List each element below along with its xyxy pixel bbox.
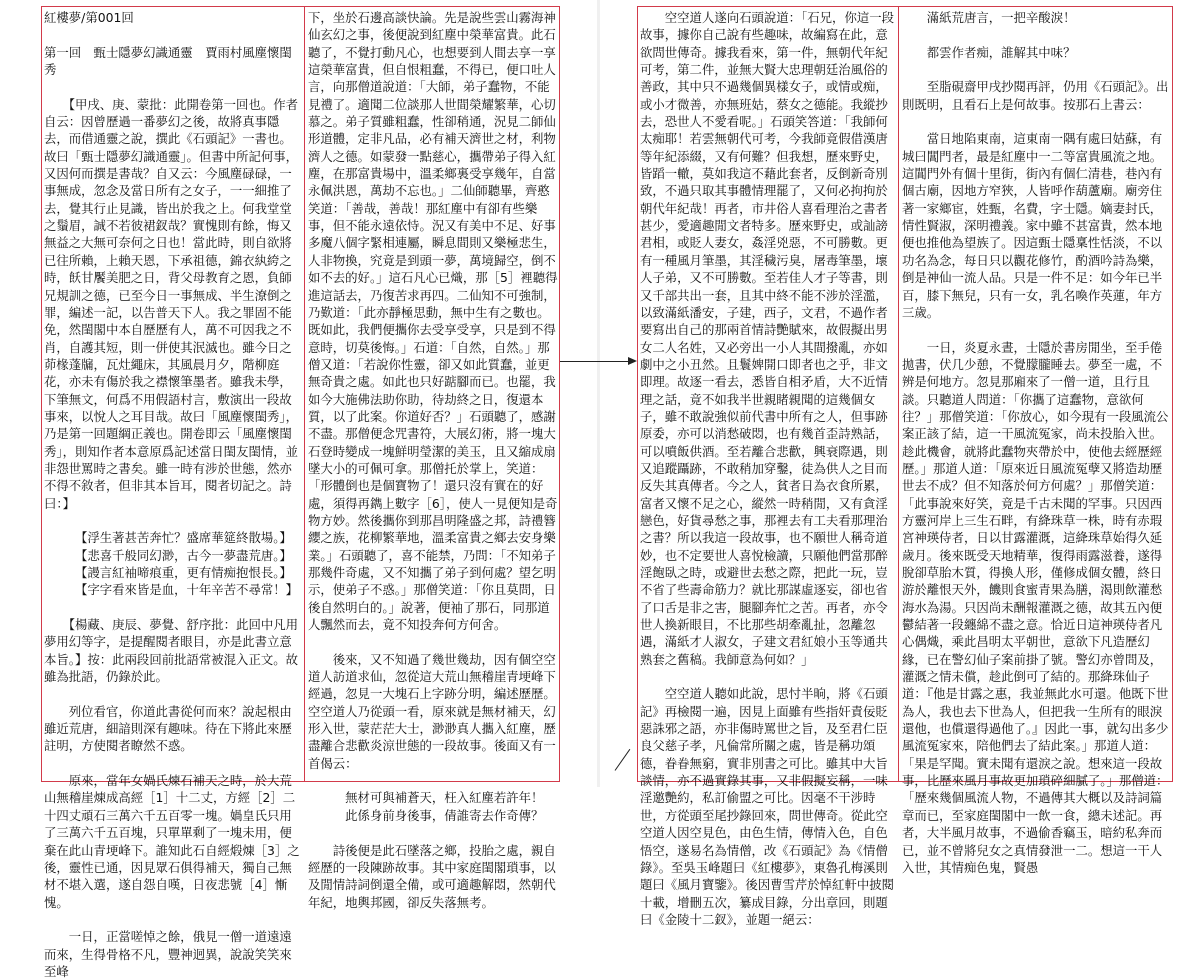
page-gutter [597, 0, 600, 787]
paragraph: 一日，正當嗟悼之餘，俄見一僧一道遠遠而來，生得骨格不凡，豐神迥異，說說笑笑來至峰 [44, 929, 292, 979]
left-column-divider [304, 6, 305, 782]
chapter-title: 第一回 甄士隱夢幻識通靈 賈雨村風塵懷閨秀 [44, 44, 292, 78]
text-flow-arrow-icon [628, 357, 637, 365]
paragraph: 空空道人聽如此說，思忖半晌，將《石頭記》再檢閱一遍，因見上面雖有些指奸責佞貶惡誅邪之語，亦非傷時罵世之旨，及至君仁臣良父慈子孝，凡倫常所關之處，皆是稱功頌德，眷眷無窮，實非別書之可比。雖其中大旨談情，亦不過實錄其事，又非假擬妄稱，一味淫邀艷約，私訂偷盟之可比。因毫不干涉時世，方從頭至尾抄錄回來，問世傳奇。從此空空道人因空見色，由色生情，傳情入色，自色悟空，遂易名為情僧，改《石頭記》為《情僧錄》。至吳玉峰題曰《紅樓夢》，東魯孔梅溪則題曰《風月寶鑒》。後因曹雪芹於悼紅軒中披閱十載，增刪五次，纂成目錄，分出章回，則題曰《金陵十二釵》，並題一絕云： [640, 686, 895, 927]
paragraph: 一日，炎夏永晝，士隱於書房閒坐，至手倦拋書，伏几少憩，不覺朦朧睡去。夢至一處，不辨是何地方。忽見那廂來了一僧一道，且行且談。只聽道人問道：「你攜了這蠢物，意欲何往？」那僧笑道：「你放心，如今現有一段風流公案正該了結，這一干風流冤家，尚未投胎入世。趁此機會，就將此蠢物夾帶於中，使他去經歷經歷。」那道人道：「原來近日風流冤孽又將造劫歷世去不成？但不知落於何方何處？」那僧笑道：「此事說來好笑，竟是千古未聞的罕事。只因西方靈河岸上三生石畔，有絳珠草一株，時有赤瑕宮神瑛侍者，日以甘露灌溉，這絳珠草始得久延歲月。後來既受天地精華，復得雨露滋養，遂得脫卻草胎木質，得換人形，僅修成個女體，終日游於離恨天外，饑則食蜜青果為膳，渴則飲灌愁海水為湯。只因尚未酬報灌溉之德，故其五內便鬱結著一段纏綿不盡之意。恰近日這神瑛侍者凡心偶熾，乘此昌明太平朝世，意欲下凡造歷幻緣，已在警幻仙子案前掛了號。警幻亦曾問及，灌溉之情未償，趁此倒可了結的。那絳珠仙子道：『他是甘露之惠，我並無此水可還。他既下世為人，我也去下世為人，但把我一生所有的眼淚還他，也償還得過他了。』因此一事，就勾出多少風流冤家來，陪他們去了結此案。」那道人道：「果是罕聞。實未聞有還淚之說。想來這一段故事，比歷來風月事故更加瑣碎細膩了。」那僧道：「歷來幾個風流人物，不過傳其大概以及詩詞篇章而已，至家庭閨閣中一飲一食，總未述記。再者，大半風月故事，不過偷香竊玉，暗約私奔而已，並不曾將兒女之真情發泄一二。想這一干人入世，其情痴色鬼，賢愚 [902, 339, 1169, 875]
text-column-2 [308, 9, 558, 910]
paragraph: 原來，當年女媧氏煉石補天之時，於大荒山無稽崖煉成高經［1］十二丈，方經［2］二十四丈頑石三萬六千五百零一塊。媧皇氏只用了三萬六千五百塊，只單單剩了一塊未用，便棄在此山青埂峰下。誰知此石自經煅煉［3］之後，靈性已通，因見眾石俱得補天，獨自己無材不堪入選，遂自怨自嘆，日夜悲號［4］慚愧。 [44, 773, 300, 910]
paragraph: 空空道人遂向石頭說道：「石兄，你這一段故事，據你自己說有些趣味，故編寫在此，意欲問世傳奇。據我看來，第一件，無朝代年紀可考，第二件，並無大賢大忠理朝廷治風俗的善政，其中只不過幾個異樣女子，或情或痴，或小才微善，亦無班姑，蔡女之德能。我縱抄去，恐世人不愛看呢。」石頭笑答道：「我師何太痴耶！若雲無朝代可考，今我師竟假借漢唐等年紀添綴，又有何難？但我想，歷來野史，皆蹈一轍，莫如我這不藉此套者，反倒新奇別致，不過只取其事體情理罷了，又何必拘拘於朝代年紀哉！再者，市井俗人喜看理治之書者甚少，愛適趣閒文者特多。歷來野史，或訕謗君相，或貶人妻女，姦淫兇惡，不可勝數。更有一種風月筆墨，其淫穢污臭，屠毒筆墨，壞人子弟，又不可勝數。至若佳人才子等書，則又千部共出一套，且其中終不能不涉於淫濫，以致滿紙潘安，子建，西子，文君，不過作者要寫出自己的那兩首情詩艷賦來，故假擬出男女二人名姓，又必旁出一小人其間撥亂，亦如劇中之小丑然。且鬟婢開口即者也之乎，非文即理。故逐一看去，悉皆自相矛盾，大不近情理之話，竟不如我半世親睹親聞的這幾個女子，雖不敢說強似前代書中所有之人，但事跡原委，亦可以消愁破悶，也有幾首歪詩熟話，可以噴飯供酒。至若離合悲歡，興衰際遇，則又追蹤躡跡，不敢稍加穿鑿，徒為供人之目而反失其真傳者。今之人，貧者日為衣食所累，富者又懷不足之心，縱然一時稍閒，又有貪淫戀色，好貨尋愁之事，那裡去有工夫看那理治之書？所以我這一段故事，也不願世人稱奇道妙，也不定要世人喜悅檢讀，只願他們當那醉淫飽臥之時，或避世去愁之際，把此一玩，豈不省了些壽命筋力？就比那謀虛逐妄，卻也省了口舌是非之害，腿腳奔忙之苦。再者，亦令世人換新眼目，不比那些胡牽亂扯，忽離忽遇，滿紙才人淑女，子建文君紅娘小玉等通共熟套之舊稿。我師意為何如？」 [640, 10, 895, 667]
paragraph: 【楊藏、庚辰、夢覺、舒序批：此回中凡用夢用幻等字，是提醒閱者眼目，亦是此書立意本旨。】按：此兩段回前批語常被混入正文。故雖為批語，仍錄於此。 [44, 617, 299, 685]
paragraph: 後來，又不知過了幾世幾劫，因有個空空道人訪道求仙，忽從這大荒山無稽崖青埂峰下經過，忽見一大塊石上字跡分明，編述歷歷。空空道人乃從頭一看，原來就是無材補天，幻形入世，蒙茫茫大士，渺渺真人攜入紅塵，歷盡離合悲歡炎涼世態的一段故事。後面又有一首偈云： [308, 651, 556, 771]
paragraph: 列位看官，你道此書從何而來？說起根由雖近荒唐，細諳則深有趣味。待在下將此來歷註明，方使閱者瞭然不惑。 [44, 703, 292, 754]
poem-line: 都雲作者痴，誰解其中味？ [902, 44, 1076, 60]
paragraph: 至脂硯齋甲戌抄閱再評，仍用《石頭記》。出則既明，且看石上是何故事。按那石上書云： [902, 79, 1169, 112]
paragraph: 下，坐於石邊高談快論。先是說些雲山霧海神仙玄幻之事，後便說到紅塵中榮華富貴。此石聽了，不覺打動凡心，也想要到人間去享一享這榮華富貴，但自恨粗蠢，不得已，便口吐人言，向那僧道說道：「大師，弟子蠢物，不能見禮了。適聞二位談那人世間榮耀繁華，心切慕之。弟子質雖粗蠢，性卻稍通，況見二師仙形道體，定非凡品，必有補天濟世之材，利物濟人之德。如蒙發一點慈心，攜帶弟子得入紅塵，在那富貴場中，溫柔鄉裏受享幾年，自當永佩洪恩，萬劫不忘也。」二仙師聽畢，齊憨笑道：「善哉，善哉！那紅塵中有卻有些樂事，但不能永遠依恃。況又有美中不足、好事多魔八個字緊相連屬，瞬息間則又樂極悲生，人非物換，究竟是到頭一夢，萬境歸空，倒不如不去的好。」這石凡心已熾，那［5］裡聽得進這話去，乃復苦求再四。二仙知不可強制，乃歎道：「此亦靜極思動，無中生有之數也。既如此，我們便攜你去受享受享，只是到不得意時，切莫後悔。」石道：「自然，自然。」那僧又道：「若說你性靈，卻又如此質蠢，並更無奇貴之處。如此也只好踮腳而已。也罷，我如今大施佛法助你助，待劫終之日，復還本質，以了此案。你道好否？」石頭聽了，感謝不盡。那僧便念咒書符，大展幻術，將一塊大石登時變成一塊鮮明瑩潔的美玉，且又縮成扇墜大小的可佩可拿。那僧托於掌上，笑道：「形體倒也是個寶物了！還只沒有實在的好處，須得再鐫上數字［6］，使人一見便知是奇物方妙。然後攜你到那昌明隆盛之邦，詩禮簪纓之族，花柳繁華地，溫柔富貴之鄉去安身樂業。」石頭聽了，喜不能禁，乃問：「不知弟子那幾件奇處，又不知攜了弟子到何處？望乞明示，使弟子不惑。」那僧笑道：「你且莫問，日後自然明白的。」說著，便袖了那石，同那道人飄然而去，竟不知投奔何方何舍。 [308, 10, 558, 633]
right-column-divider [898, 6, 899, 782]
paragraph: 詩後便是此石墜落之鄉，投胎之處，親自經歷的一段陳跡故事。其中家庭閨閣瑣事，以及閒情詩詞倒還全備，或可適趣解悶，然朝代年紀，地輿邦國，卻反失落無考。 [308, 842, 556, 910]
text-flow-link-line [560, 361, 630, 362]
poem: 【浮生著甚苦奔忙？盛席華筵終散場。】 【悲喜千般同幻渺，古今一夢盡荒唐。】 【謾言紅袖啼痕重，更有情痴抱恨長。】 【字字看來皆是血，十年辛苦不尋常！】 [81, 530, 299, 598]
paragraph: 【甲戌、庚、蒙批：此開卷第一回也。作者自云：因曾歷過一番夢幻之後，故將真事隱去，而借通靈之說，撰此《石頭記》一書也。故曰「甄士隱夢幻識通靈」。但書中所記何事，又因何而撰是書哉？自又云：今風塵碌碌，一事無成，忽念及當日所有之女子，一一細推了去，覺其行止見識，皆出於我之上。何我堂堂之鬚眉，誠不若彼裙釵哉？實愧則有餘，悔又無益之大無可奈何之日也！當此時，則自欲將已往所賴，上賴天恩，下承祖德，錦衣紈絝之時，飫甘饜美肥之日，背父母教育之恩，負師兄規訓之德，已至今日一事無成、半生潦倒之罪，編述一記，以告普天下人。我之罪固不能免，然閨閣中本自歷歷有人，萬不可因我之不肖，自護其短，則一併使其泯滅也。雖今日之茆椽蓬牖，瓦灶繩床，其風晨月夕，階柳庭花，亦未有傷於我之襟懷筆墨者。雖我未學，下筆無文，何爲不用假語村言，敷演出一段故事來，以悅人之耳目哉。故曰「風塵懷閨秀」，乃是第一回題綱正義也。開卷即云「風塵懷閨秀」，則知作者本意原爲記述當日閨友閨情，並非怨世罵時之書矣。雖一時有涉於世態，然亦不得不敘者，但非其本旨耳，閱者切記之。詩曰：】 [44, 96, 299, 511]
text-column-4 [902, 9, 1170, 875]
page-header: 紅樓夢/第001回 [44, 10, 134, 25]
text-column-1 [44, 9, 300, 979]
paragraph: 當日地陷東南，這東南一隅有處曰姑蘇，有城曰閶門者，最是紅塵中一二等富貴風流之地。這閶門外有個十里街，街內有個仁清巷，巷內有個古廟，因地方窄狹，人皆呼作葫蘆廟。廟旁住著一家鄉宦，姓甄，名費，字士隱。嫡妻封氏，情性賢淑，深明禮義。家中雖不甚富貴，然本地便也推他為望族了。因這甄士隱稟性恬淡，不以功名為念，每日只以觀花修竹，酌酒吟詩為樂，倒是神仙一流人品。只是一件不足：如今年已半百，膝下無兒，只有一女，乳名喚作英蓮，年方三歲。 [902, 131, 1163, 320]
poem: 無材可與補蒼天，枉入紅塵若許年！ 此係身前身後事，倩誰寄去作奇傳？ [345, 790, 544, 823]
text-column-3 [640, 9, 895, 927]
poem-line: 滿紙荒唐言，一把辛酸淚！ [902, 10, 1076, 25]
